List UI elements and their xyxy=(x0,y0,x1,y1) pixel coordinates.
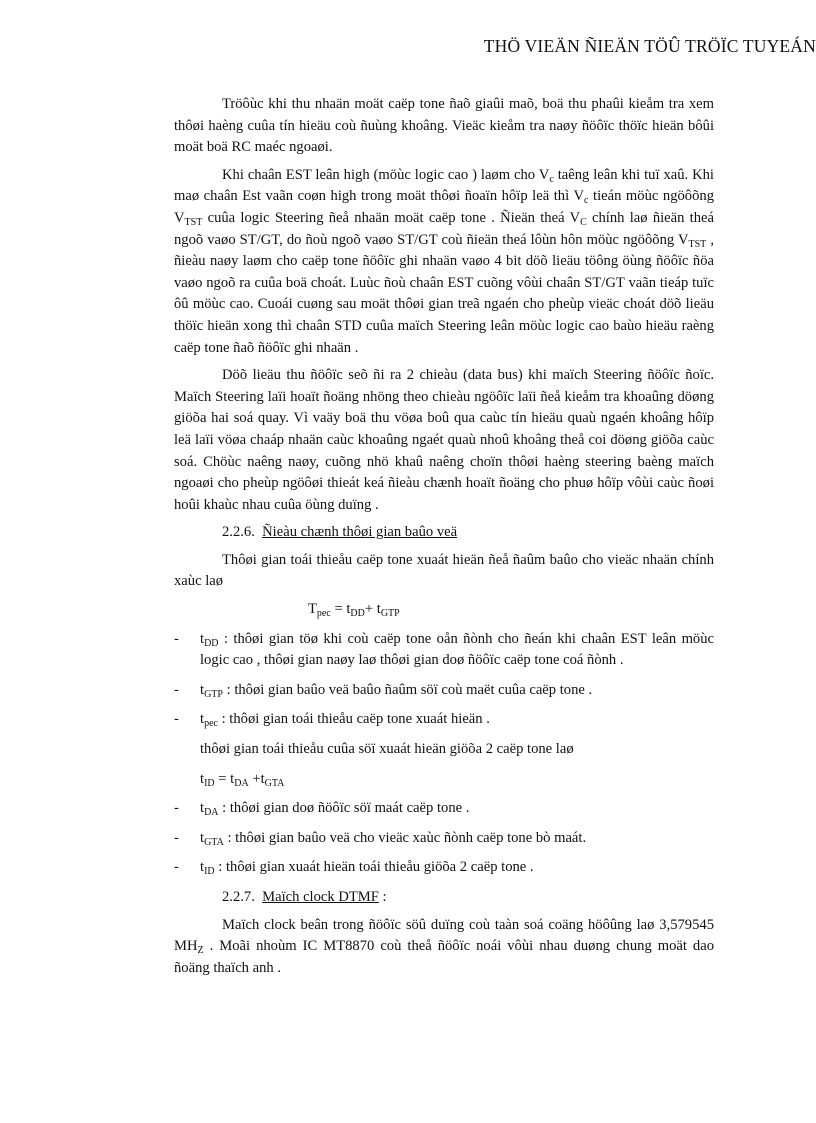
section-heading-2-2-7: 2.2.7. Maïch clock DTMF : xyxy=(222,889,387,905)
bullet-tgtp: - $t_{GTP}$ : thôøi gian baûo veä baûo ñaûm söï coù maët cuûa caëp tone . xyxy=(174,681,593,700)
formula-tid: $t_{ID} = t_{DA} +t_{GTA}$ xyxy=(200,770,285,789)
paragraph-min-time: Thôøi gian toái thieåu caëp tone xuaát hieän ñeå ñaûm baûo cho vieäc nhaän chính xaùc laø xyxy=(174,551,714,590)
bullet-tdd: - $t_{DD}$ : thôøi gian töø khi coù caëp tone oån ñònh cho ñeán khi chaân EST leân möùc logic cao , thôøi gian naøy laø thôøi gian doø ñöôïc caëp tone coá ñònh . xyxy=(174,630,714,669)
bullet-tgta: - $t_{GTA}$ : thôøi gian baûo veä cho vieäc xaùc ñònh caëp tone bò maát. xyxy=(174,829,587,848)
bullet-tpec: - $t_{pec}$ : thôøi gian toái thieåu caëp tone xuaát hieän . xyxy=(174,711,490,730)
document-body xyxy=(174,94,714,985)
page-header-title: THÖ VIEÄN ÑIEÄN TÖÛ TRÖÏC TUYEÁN xyxy=(483,36,816,56)
bullet-tid: - $t_{ID}$ : thôøi gian xuaát hieän toái thieåu giöõa 2 caëp tone . xyxy=(174,859,534,878)
section-heading-2-2-6: 2.2.6. Ñieàu chænh thôøi gian baûo veä xyxy=(222,524,458,541)
paragraph-steering: Khi chaân EST leân high (möùc logic cao ) laøm cho $V_c$ taêng leân khi tuï xaû. Khi maø chaân Est vaãn coøn high trong moät thôøi ñoaïn hôïp leä thì $V_c$ tieán möùc ngöôõng $V_{TST}$ cuûa logic Steering ñeå nhaän moät caëp tone . Ñieän theá $V_C$ chính laø ñieän theá ngoõ vaøo ST/GT, do ñoù ngoõ vaøo ST/GT coù ñieän theá lôùn hôn möùc ngöôõng $V_{TST}$ , ñieàu naøy laøm cho caëp tone ñöôïc ghi nhaän vaøo 4 bit döõ lieäu töông öùng ñöôïc ñöa vaøo ngoõ ra cuûa boä choát. Luùc ñoù chaân EST cuõng vôùi chaân ST/GT vaãn tieáp tuïc ôû möùc cao. Cuoái cuøng sau moät thôøi gian treã ngaén cho pheùp vieäc choát döõ lieäu thöïc hieän xong thì chaân STD cuûa maïch Steering leân möùc logic cao baùo hieäu raèng caëp tone ñaõ ñöôïc ghi nhaän . xyxy=(174,166,715,356)
formula-tpec: $T_{pec} = t_{DD}+ t_{GTP}$ xyxy=(308,601,400,620)
paragraph-clock: Maïch clock beân trong ñöôïc söû duïng coù taàn soá coäng höôûng laø 3,579545 $MH_Z$ . Moãi nhoùm IC MT8870 coù theå ñöôïc noái vôùi nhau duøng chung moät dao ñoäng thaïch anh . xyxy=(174,916,714,976)
paragraph-min-gap: thôøi gian toái thieåu cuûa söï xuaát hieän giöõa 2 caëp tone laø xyxy=(200,741,574,758)
paragraph-data-bus: Döõ lieäu thu ñöôïc seõ ñi ra 2 chieàu (data bus) khi maïch Steering ñöôïc ñoïc. Maïch Steering laïi hoaït ñoäng nhöng theo chieàu ngöôïc laïi ñeå kieåm tra khoaûng döøng giöõa hai soá quay. Vì vaäy boä thu vöøa boû qua caùc tín hieäu quaù ngaén khoâng hôïp leä laïi vöøa chaáp nhaän caùc khoaûng ngaét quaù nhoû khoâng theå coi döøng giöõa caùc soá. Chöùc naêng naøy, cuõng nhö khaû naêng choïn thôøi haèng steering baèng maïch ngoaøi cho pheùp ngöôøi thieát keá ñieàu chænh hoaït ñoäng cho phuø hôïp vôùi caùc ñoøi hoûi khaùc nhau cuûa öùng duïng . xyxy=(174,367,714,513)
bullet-tda: - $t_{DA}$ : thôøi gian doø ñöôïc söï maát caëp tone . xyxy=(174,800,470,819)
paragraph-verification: Tröôùc khi thu nhaän moät caëp tone ñaõ giaûi maõ, boä thu phaûi kieåm tra xem thôøi haèng cuûa tín hieäu coù ñuùng khoâng. Vieäc kieåm tra naøy ñöôïc thöïc hieän bôûi moät boä RC maéc ngoaøi. xyxy=(174,96,714,156)
